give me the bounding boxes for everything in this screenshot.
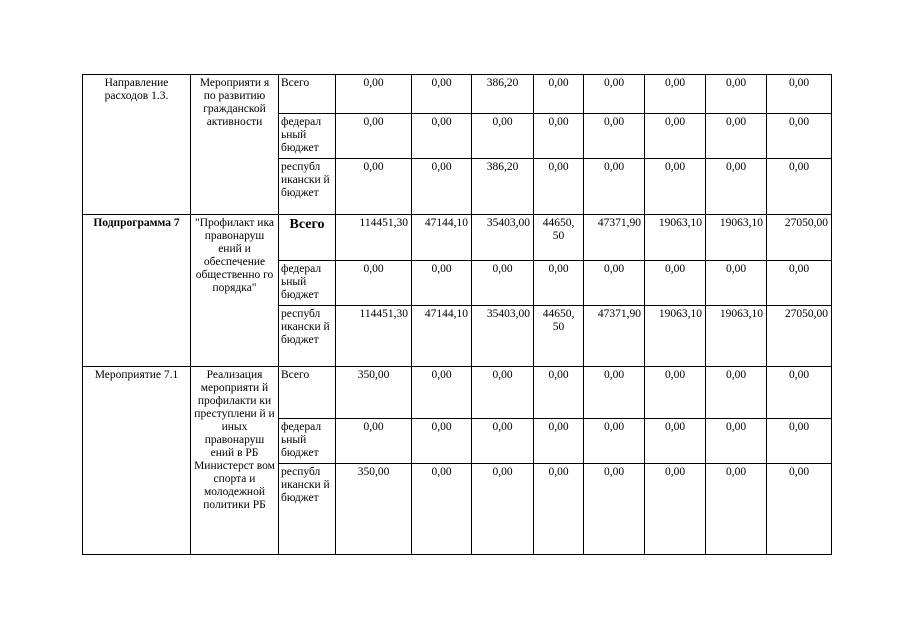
- value-cell: 27050,00: [767, 306, 832, 367]
- value-cell: 0,00: [412, 464, 472, 555]
- value-cell: 0,00: [534, 261, 584, 306]
- value-cell: 0,00: [584, 159, 645, 215]
- measure-name-cell: Реализация мероприяти й профилакти ки преступлени й и иных правонаруш ений в РБ Министерст вом спорта и молодежной политики РБ: [191, 367, 279, 555]
- value-cell: 0,00: [706, 367, 767, 419]
- value-cell: 0,00: [412, 261, 472, 306]
- source-label-cell: Всего: [279, 215, 336, 261]
- value-cell: 0,00: [534, 367, 584, 419]
- value-cell: 0,00: [584, 261, 645, 306]
- value-cell: 0,00: [534, 464, 584, 555]
- measure-name-cell: Мероприяти я по развитию гражданской активности: [191, 75, 279, 215]
- value-cell: 0,00: [584, 419, 645, 464]
- value-cell: 0,00: [706, 75, 767, 114]
- source-label-cell: республ икански й бюджет: [279, 306, 336, 367]
- value-cell: 0,00: [472, 464, 534, 555]
- value-cell: 0,00: [767, 261, 832, 306]
- value-cell: 0,00: [706, 114, 767, 159]
- value-cell: 0,00: [534, 419, 584, 464]
- value-cell: 0,00: [412, 114, 472, 159]
- value-cell: 44650, 50: [534, 306, 584, 367]
- value-cell: 0,00: [767, 114, 832, 159]
- value-cell: 0,00: [472, 367, 534, 419]
- value-cell: 0,00: [645, 75, 706, 114]
- value-cell: 0,00: [412, 159, 472, 215]
- value-cell: 0,00: [645, 464, 706, 555]
- value-cell: 386,20: [472, 159, 534, 215]
- value-cell: 47144,10: [412, 215, 472, 261]
- source-label-cell: федерал ьный бюджет: [279, 114, 336, 159]
- value-cell: 0,00: [706, 464, 767, 555]
- value-cell: 0,00: [534, 75, 584, 114]
- table-row: [83, 215, 832, 261]
- direction-cell: Направление расходов 1.3.: [83, 75, 191, 215]
- value-cell: 44650, 50: [534, 215, 584, 261]
- value-cell: 0,00: [767, 159, 832, 215]
- value-cell: 35403,00: [472, 306, 534, 367]
- value-cell: 19063,10: [645, 306, 706, 367]
- value-cell: 0,00: [645, 419, 706, 464]
- value-cell: 350,00: [336, 367, 412, 419]
- value-cell: 0,00: [645, 114, 706, 159]
- value-cell: 0,00: [584, 75, 645, 114]
- source-label-cell: Всего: [279, 367, 336, 419]
- value-cell: 27050,00: [767, 215, 832, 261]
- value-cell: 0,00: [706, 261, 767, 306]
- budget-table: [82, 74, 832, 555]
- source-label-cell: федерал ьный бюджет: [279, 261, 336, 306]
- value-cell: 0,00: [645, 159, 706, 215]
- value-cell: 0,00: [336, 159, 412, 215]
- value-cell: 0,00: [336, 114, 412, 159]
- value-cell: 0,00: [412, 419, 472, 464]
- value-cell: 0,00: [706, 419, 767, 464]
- value-cell: 0,00: [767, 75, 832, 114]
- value-cell: 47371,90: [584, 215, 645, 261]
- value-cell: 0,00: [412, 75, 472, 114]
- table-row: [83, 367, 832, 419]
- value-cell: 19063,10: [645, 215, 706, 261]
- value-cell: 47144,10: [412, 306, 472, 367]
- value-cell: 0,00: [336, 419, 412, 464]
- direction-cell: Подпрограмма 7: [83, 215, 191, 367]
- value-cell: 47371,90: [584, 306, 645, 367]
- value-cell: 0,00: [645, 261, 706, 306]
- source-label-cell: Всего: [279, 75, 336, 114]
- value-cell: 0,00: [767, 419, 832, 464]
- value-cell: 0,00: [336, 261, 412, 306]
- value-cell: 0,00: [706, 159, 767, 215]
- value-cell: 0,00: [645, 367, 706, 419]
- value-cell: 19063,10: [706, 306, 767, 367]
- value-cell: 0,00: [534, 159, 584, 215]
- value-cell: 0,00: [472, 261, 534, 306]
- value-cell: 35403,00: [472, 215, 534, 261]
- value-cell: 0,00: [584, 114, 645, 159]
- source-label-cell: республ икански й бюджет: [279, 464, 336, 555]
- value-cell: 0,00: [767, 367, 832, 419]
- value-cell: 0,00: [584, 464, 645, 555]
- value-cell: 0,00: [534, 114, 584, 159]
- source-label-cell: республ икански й бюджет: [279, 159, 336, 215]
- table-row: [83, 75, 832, 114]
- value-cell: 0,00: [472, 114, 534, 159]
- value-cell: 114451,30: [336, 215, 412, 261]
- direction-cell: Мероприятие 7.1: [83, 367, 191, 555]
- value-cell: 0,00: [767, 464, 832, 555]
- value-cell: 19063,10: [706, 215, 767, 261]
- value-cell: 350,00: [336, 464, 412, 555]
- value-cell: 0,00: [472, 419, 534, 464]
- source-label-cell: федерал ьный бюджет: [279, 419, 336, 464]
- value-cell: 0,00: [336, 75, 412, 114]
- value-cell: 386,20: [472, 75, 534, 114]
- value-cell: 0,00: [584, 367, 645, 419]
- value-cell: 0,00: [412, 367, 472, 419]
- value-cell: 114451,30: [336, 306, 412, 367]
- measure-name-cell: "Профилакт ика правонаруш ений и обеспечение общественно го порядка": [191, 215, 279, 367]
